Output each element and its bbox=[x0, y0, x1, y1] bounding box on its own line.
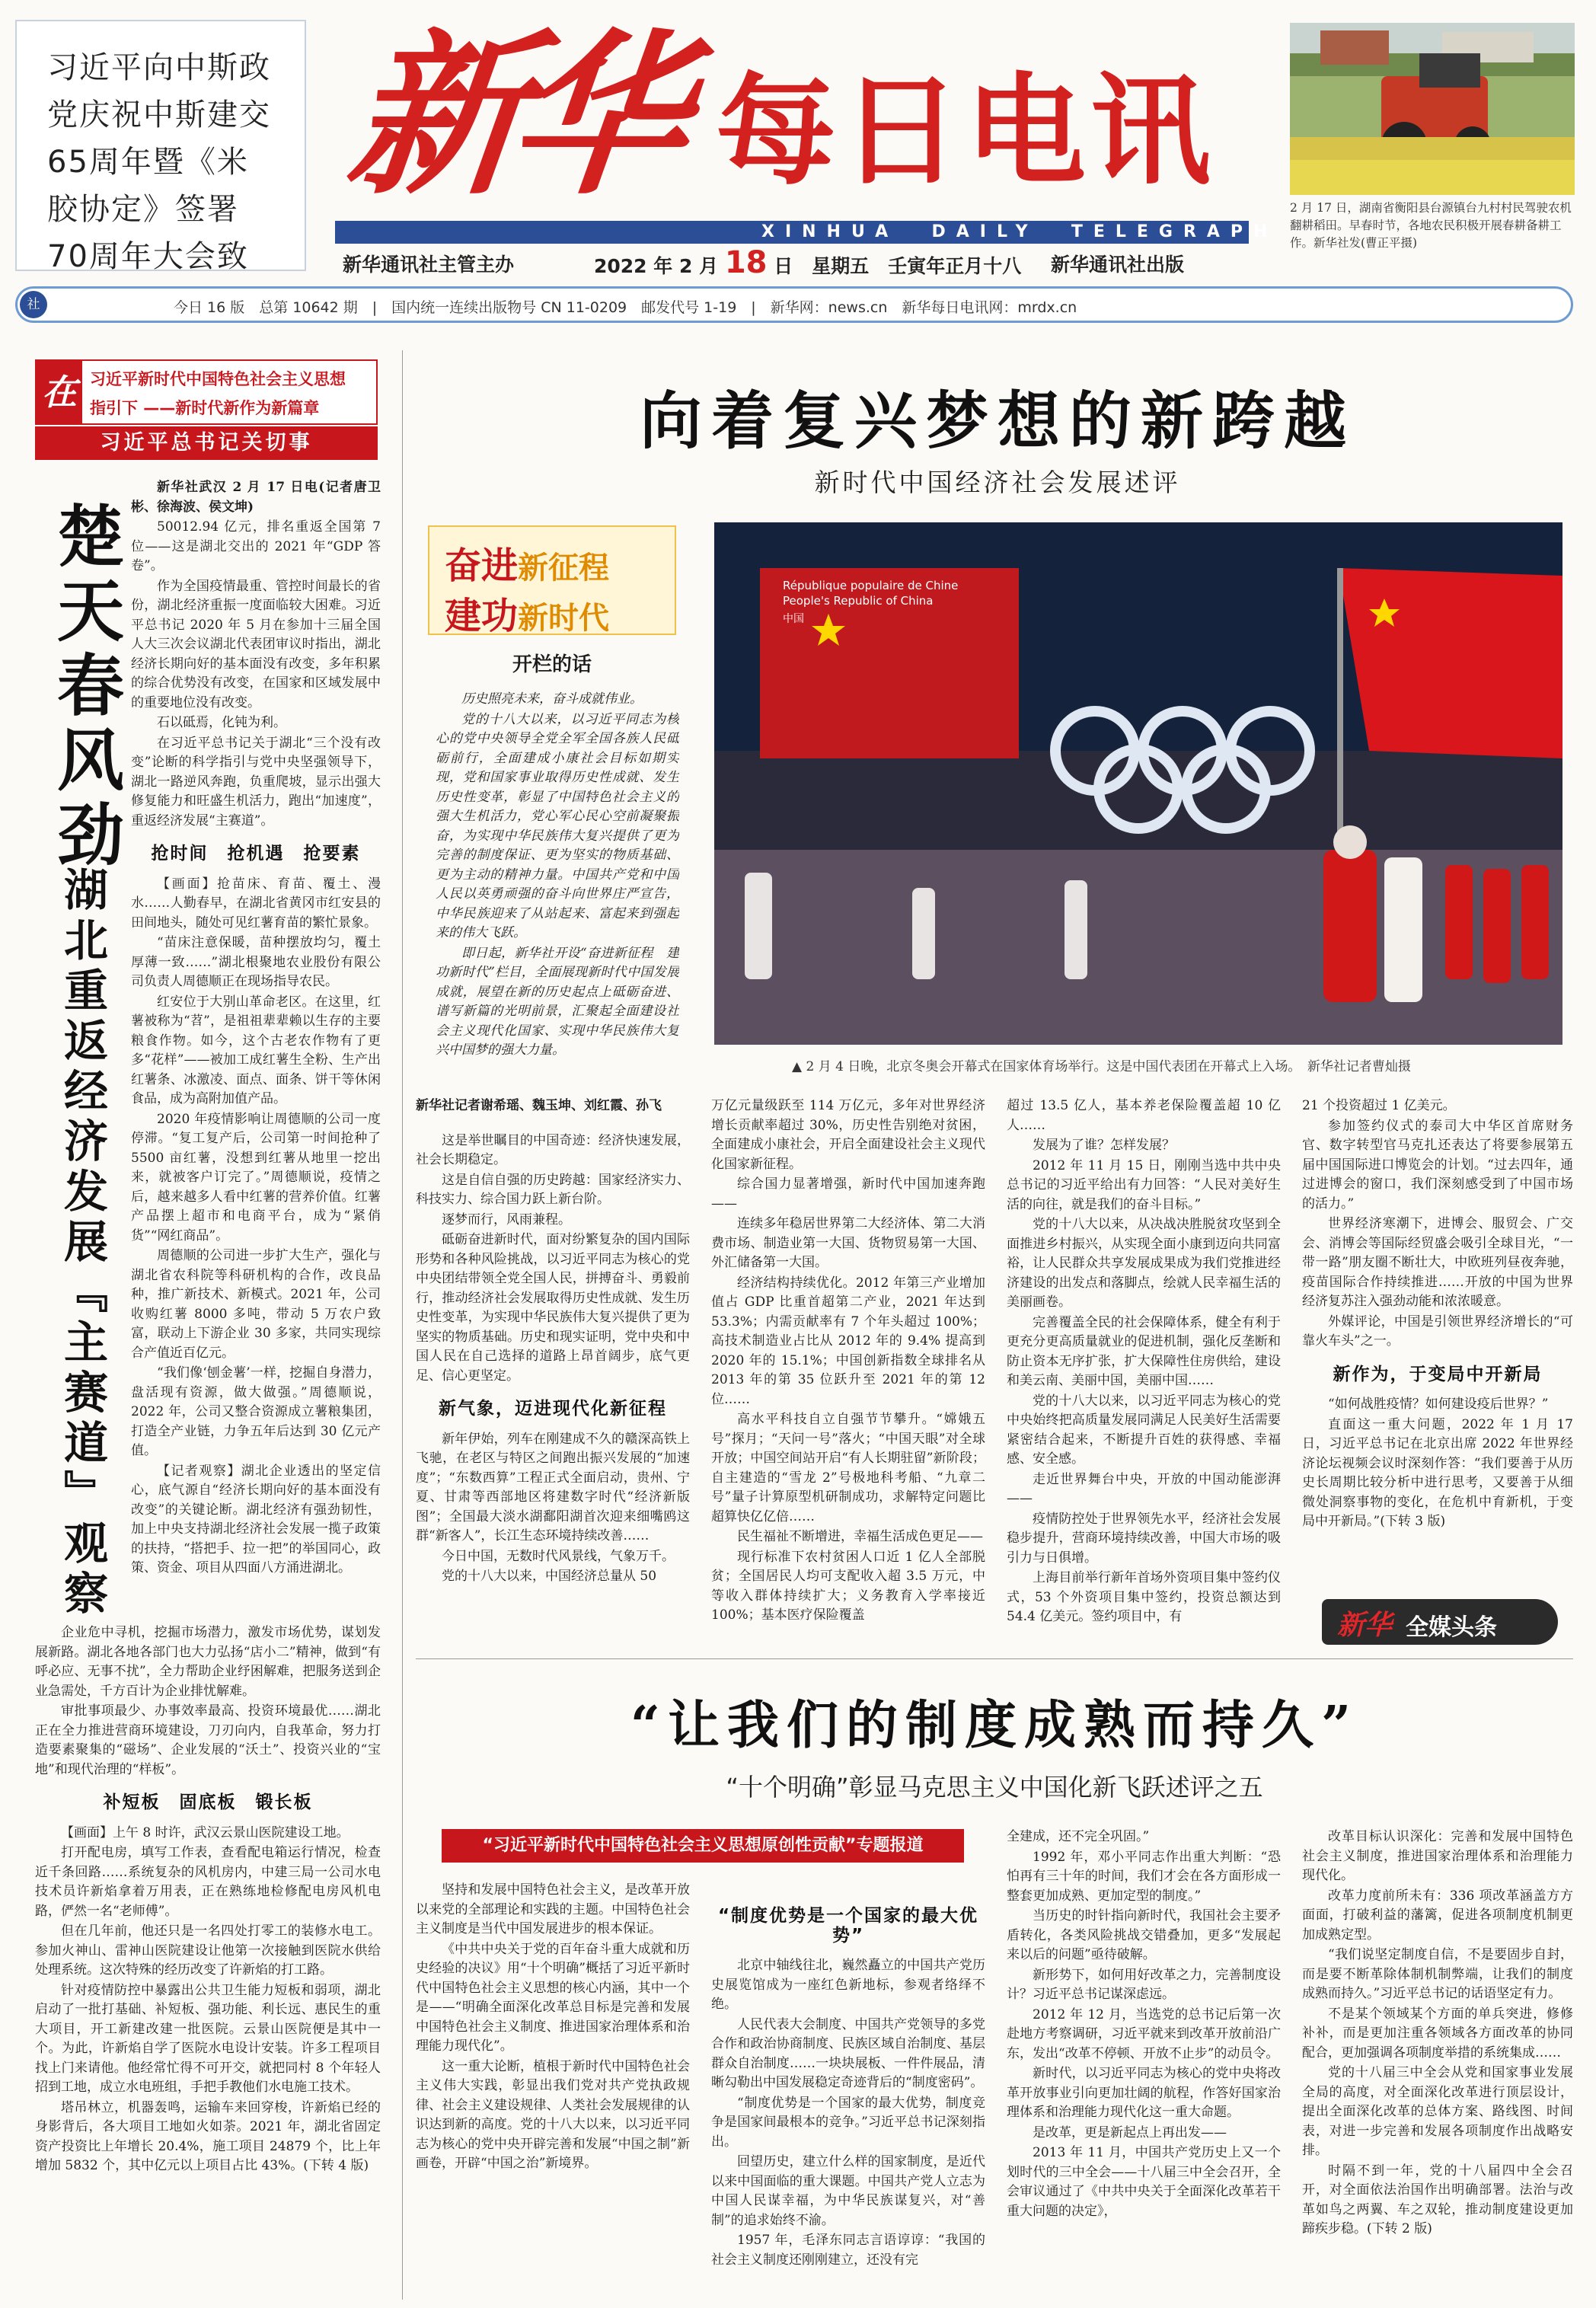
para: 疫情防控处于世界领先水平，经济社会发展稳步提升，营商环境持续改善，中国大市场的吸引力与日俱增。 bbox=[1007, 1511, 1281, 1566]
para: 党的十八届三中全会从党和国家事业发展全局的高度，对全面深化改革进行顶层设计，提出全面深化改革的总体方案、路线图、时间表，对进一步完善和发展各项制度作出战略安排。 bbox=[1302, 2065, 1573, 2158]
para: 直面这一重大问题，2022 年 1 月 17 日，习近平总书记在北京出席 2022 年世界经济论坛视频会议时深刻作答：“我们要善于从历史长周期比较分析中进行思考，又要善于从细微处洞察事物的变化，在危机中育新机，于变局中开新局。”(下转 3 版) bbox=[1302, 1416, 1573, 1529]
para: 1957 年，毛泽东同志言语谆谆：“我国的社会主义制度还刚刚建立，还没有完 bbox=[711, 2233, 985, 2268]
para: 不是某个领域某个方面的单兵突进，修修补补，而是更加注重各领域各方面改革的协同配合，更加强调各项制度举措的系统集成…… bbox=[1302, 2006, 1573, 2061]
para: 综合国力显著增强，新时代中国加速奔跑—— bbox=[711, 1176, 985, 1211]
logo-part: 建功 bbox=[445, 595, 519, 637]
bottom-title[interactable]: “让我们的制度成熟而持久” bbox=[630, 1695, 1359, 1756]
date-suffix: 日 星期五 壬寅年正月十八 bbox=[774, 255, 1022, 277]
para: 发展为了谁？怎样发展？ bbox=[1033, 1138, 1175, 1153]
para: 【画面】上午 8 时许，武汉云景山医院建设工地。 bbox=[61, 1824, 350, 1840]
para: 2012 年 11 月 15 日，刚刚当选中共中央总书记的习近平给出有力回答：“人民对美好生活的向往，就是我们的奋斗目标。” bbox=[1007, 1157, 1281, 1212]
para: 走近世界舞台中央，开放的中国动能澎湃—— bbox=[1007, 1471, 1281, 1506]
column-logo bbox=[428, 525, 676, 635]
para: 即日起，新华社开设“奋进新征程 建功新时代”栏目，全面展现新时代中国发展成就，展望在新的历史起点上砥砺奋进、谱写新篇的光明前景，汇聚起全面建设社会主义现代化国家、实现中华民族伟大复兴中国梦的强大力量。 bbox=[436, 945, 679, 1058]
para: 《中共中央关于党的百年奋斗重大成就和历史经验的决议》用“十个明确”概括了习近平新时代中国特色社会主义思想的核心内涵，其中一个是——“明确全面深化改革总目标是完善和发展中国特色社会主义制度、推进国家治理体系和治理能力现代化”。 bbox=[416, 1941, 690, 2054]
para: 塔吊林立，机器轰鸣，运输车来回穿梭，许新焰已经的身影背后，各大项目工地如火如荼。2021 年，湖北省固定资产投资比上年增长 20.4%，施工项目 24879 个，比上年增加 5832 个，其中亿元以上项目占比 43%。(下转 4 版) bbox=[35, 2099, 381, 2173]
left-title-a[interactable]: 楚天春风劲 bbox=[46, 501, 126, 874]
para: 北京中轴线往北，巍然矗立的中国共产党历史展览馆成为一座红色新地标，参观者络绎不绝。 bbox=[711, 1958, 985, 2012]
header-photo[interactable] bbox=[1290, 23, 1575, 195]
left-story-title[interactable] bbox=[38, 501, 126, 1628]
bottom-subtitle: “十个明确”彰显马克思主义中国化新飞跃述评之五 bbox=[726, 1773, 1263, 1802]
left-title-b[interactable]: 湖北重返经济发展『主赛道』观察 bbox=[56, 867, 108, 1620]
para: 砥砺奋进新时代，面对纷繁复杂的国内国际形势和各种风险挑战，以习近平同志为核心的党中央团结带领全党全国人民，拼搏奋斗、勇毅前行，推动经济社会发展取得历史性成就、发生历史性变革，为实现中华民族伟大复兴提供了更为坚实的物质基础。历史和现实证明，党中央和中国人民在自己选择的道路上昂首阔步，底气更足、信心更坚定。 bbox=[416, 1232, 690, 1384]
left-story-col-narrow bbox=[131, 478, 381, 1613]
media-badge-logo: 新华 bbox=[1337, 1609, 1393, 1641]
para: 全建成，还不完全巩固。” bbox=[1007, 1829, 1150, 1844]
media-badge-label: 全媒头条 bbox=[1406, 1614, 1497, 1641]
para: 经济结构持续优化。2012 年第三产业增加值占 GDP 比重首超第二产业，2021 年达到 53.3%；内需贡献率有 7 个年头超过 100%；高技术制造业占比从 2012 年的 9.4% 提高到 2020 年的 15.1%；中国创新指数全球排名从 2013 年的第 35 位跃升至 2021 年的第 12 位…… bbox=[711, 1275, 985, 1407]
para: 针对疫情防控中暴露出公共卫生能力短板和弱项，湖北启动了一批打基础、补短板、强功能、利长远、惠民生的重大项目，开工新建改建一批医院。云景山医院便是其中一个。为此，许新焰自学了医院水电设计安装。许多工程项目找上门来请他。他经常忙得不可开交，就把同村 8 个年轻人招到工地，成立水电班组，手把手教他们水电施工技术。 bbox=[35, 1982, 381, 2095]
editor-note bbox=[436, 690, 679, 1093]
bottom-col-4 bbox=[1302, 1828, 1573, 2300]
para: 50012.94 亿元，排名重返全国第 7 位——这是湖北交出的 2021 年“GDP 答卷”。 bbox=[131, 519, 381, 573]
para: 高水平科技自立自强节节攀升。“嫦娥五号”探月；“天问一号”落火；“中国天眼”对全球开放；中国空间站开启“有人长期驻留”新阶段；自主建造的“雪龙 2”号极地科考船、“九章二号”量子计算原型机研制成功，求解特定问题比超算快亿亿倍…… bbox=[711, 1412, 985, 1524]
para: 在习近平总书记关于湖北“三个没有改变”论断的科学指引与党中央坚强领导下，湖北一路逆风奔跑，负重爬坡，显示出强大修复能力和旺盛生机活力，跑出“加速度”，重返经济发展“主赛道”。 bbox=[131, 735, 381, 828]
bottom-col-3 bbox=[1007, 1828, 1281, 2300]
left-subhead-1: 抢时间 抢机遇 抢要素 bbox=[151, 844, 361, 864]
para: 审批事项最少、办事效率最高、投资环境最优……湖北正在全力推进营商环境建设，刀刃向内，自我革命，努力打造要素聚集的“磁场”、企业发展的“沃土”、投资兴业的“宝地”和现代治理的“样板”。 bbox=[35, 1703, 381, 1777]
main-title[interactable]: 向着复兴梦想的新跨越 bbox=[639, 385, 1355, 458]
left-subhead-2: 补短板 固底板 锻长板 bbox=[103, 1792, 313, 1812]
para: 2013 年 11 月，中国共产党历史上又一个划时代的三中全会——十八届三中全会召开，全会审议通过了《中共中央关于全面深化改革若干重大问题的决定》， bbox=[1007, 2145, 1281, 2219]
masthead-logo: 新华 bbox=[339, 13, 685, 219]
para: 改革目标认识深化：完善和发展中国特色社会主义制度，推进国家治理体系和治理能力现代化。 bbox=[1302, 1829, 1573, 1883]
info-bar-text: 今日 16 版 总第 10642 期 | 国内统一连续出版物号 CN 11-0209 邮发代号 1-19 | 新华网：news.cn 新华每日电讯网：mrdx.cn bbox=[174, 299, 1077, 316]
para: 今日中国，无数时代风景线，气象万千。 bbox=[442, 1548, 675, 1564]
para: 现行标准下农村贫困人口近 1 亿人全部脱贫；全国居民人均可支配收入超 3.5 万元，中等收入群体持续扩大；义务教育入学率接近 100%；基本医疗保险覆盖 bbox=[711, 1549, 985, 1623]
kaipian-heading: 开栏的话 bbox=[512, 653, 592, 676]
para: 新形势下，如何用好改革之力，完善制度设计？习近平总书记谋深虑远。 bbox=[1007, 1967, 1281, 2002]
para: 是改革，更是新起点上再出发—— bbox=[1033, 2124, 1227, 2140]
para: “制度优势是一个国家的最大优势，制度竞争是国家间最根本的竞争。”习近平总书记深刻指出。 bbox=[711, 2095, 985, 2150]
main-byline: 新华社记者谢希瑶、魏玉坤、刘红霞、孙飞 bbox=[416, 1098, 662, 1113]
para: 这是举世瞩目的中国奇迹：经济快速发展，社会长期稳定。 bbox=[416, 1132, 690, 1167]
para: 【记者观察】湖北企业透出的坚定信心，底气源自“经济长期向好的基本面没有改变”的关键论断。湖北经济有强劲韧性，加上中央支持湖北经济社会发展一揽子政策的扶持，“搭把手、拉一把”的举国同心，政策、资金、项目从四面八方涌进湖北。 bbox=[131, 1463, 381, 1575]
banner-line1: 习近平新时代中国特色社会主义思想 bbox=[90, 370, 346, 388]
para: “我们像‘刨金薯’一样，挖掘自身潜力，盘活现有资源，做大做强。”周德顺说，2022 年，公司又整合资源成立薯粮集团，打造全产业链，力争五年后达到 30 亿元产值。 bbox=[131, 1365, 381, 1458]
para: 新时代，以习近平同志为核心的党中央将改革开放事业引向更加壮阔的航程，作答好国家治理体系和治理能力现代化这一重大命题。 bbox=[1007, 2066, 1281, 2120]
para: “我们说坚定制度自信，不是要固步自封，而是要不断革除体制机制弊端，让我们的制度成熟而持久。”习近平总书记的话语坚定有力。 bbox=[1302, 1947, 1573, 2001]
para: 新年伊始，列车在刚建成不久的赣深高铁上飞驰，在老区与特区之间跑出振兴发展的“加速度”；“东数西算”工程正式全面启动，贵州、宁夏、甘肃等西部地区将建数字时代“经济新版图”；全国最大淡水湖鄱阳湖首次迎来细嘴鸥这群“新客人”，长江生态环境持续改善…… bbox=[416, 1431, 690, 1543]
para: 万亿元量级跃至 114 万亿元，多年对世界经济增长贡献率超过 30%，历史性告别绝对贫困，全面建成小康社会，开启全面建设社会主义现代化国家新征程。 bbox=[711, 1098, 985, 1172]
para: 这一重大论断，植根于新时代中国特色社会主义伟大实践，彰显出我们党对共产党执政规律、社会主义建设规律、人类社会发展规律的认识达到新的高度。党的十八大以来，以习近平同志为核心的党中央开辟完善和发展“中国之制”新画卷，开辟“中国之治”新境界。 bbox=[416, 2058, 690, 2171]
banner-line2: 指引下 ——新时代新作为新篇章 bbox=[90, 399, 320, 417]
banner-subtitle: 习近平总书记关切事 bbox=[35, 426, 378, 460]
side-headline[interactable]: 习近平向中斯政党庆祝中斯建交65周年暨《米胶协定》签署70周年大会致 bbox=[47, 50, 271, 274]
main-photo-caption: ▲ 2 月 4 日晚，北京冬奥会开幕式在国家体育场举行。这是中国代表团在开幕式上入场。 新华社记者曹灿摄 bbox=[792, 1059, 1411, 1074]
para: 历史照亮未来，奋斗成就伟业。 bbox=[461, 691, 643, 707]
header-photo-caption: 2 月 17 日，湖南省衡阳县台源镇台九村村民驾驶农机翻耕稻田。早春时节，各地农民积极开展春耕备耕工作。新华社发(曹正平摄) bbox=[1290, 201, 1572, 250]
left-byline: 新华社武汉 2 月 17 日电(记者唐卫彬、徐海波、侯文坤) bbox=[131, 480, 381, 515]
para: 2020 年疫情影响让周德顺的公司一度停滞。“复工复产后，公司第一时间抢种了 5500 亩红薯，没想到红薯从地里一挖出来，就被客户订完了。”周德顺说，疫情之后，越来越多人看中红薯的营养价值。红薯产品摆上超市和电商平台，成为“紧俏货”“网红商品”。 bbox=[131, 1111, 381, 1243]
para: 党的十八大以来，以习近平同志为核心的党中央始终把高质量发展同满足人民美好生活需要紧密结合起来，不断提升百姓的获得感、幸福感、安全感。 bbox=[1007, 1393, 1281, 1467]
logo-part: 新时代 bbox=[518, 601, 610, 636]
main-subtitle: 新时代中国经济社会发展述评 bbox=[814, 468, 1181, 497]
photo-sign-fr: République populaire de Chine bbox=[783, 579, 959, 592]
para: 党的十八大以来，中国经济总量从 50 bbox=[442, 1569, 657, 1584]
series-label: “习近平新时代中国特色社会主义思想原创性贡献”专题报道 bbox=[442, 1829, 964, 1863]
bottom-divider bbox=[416, 1658, 1573, 1659]
left-story-col-wide bbox=[35, 1623, 381, 2294]
para: 回望历史，建立什么样的国家制度，是近代以来中国面临的重大课题。中国共产党人立志为中国人民谋幸福，为中华民族谋复兴，对“善制”的追求始终不渝。 bbox=[711, 2154, 985, 2228]
para: 这是自信自强的历史跨越：国家经济实力、科技实力、综合国力跃上新台阶。 bbox=[416, 1172, 690, 1207]
banner-char: 在 bbox=[37, 361, 82, 423]
para: 党的十八大以来，从决战决胜脱贫攻坚到全面推进乡村振兴，从实现全面小康到迈向共同富裕，让人民群众共享发展成果成为我们党推进经济建设的出发点和落脚点，绘就人民幸福生活的美丽画卷。 bbox=[1007, 1217, 1281, 1310]
photo-sign-cn: 中国 bbox=[783, 613, 804, 625]
masthead-host: 新华通讯社主管主办 bbox=[343, 254, 515, 276]
main-col-2 bbox=[711, 1097, 985, 1630]
para: 当历史的时针指向新时代，我国社会主要矛盾转化，各类风险挑战交错叠加，更多“发展起来以后的问题”亟待破解。 bbox=[1007, 1908, 1281, 1962]
main-col-4 bbox=[1302, 1097, 1573, 1576]
logo-part: 新征程 bbox=[518, 551, 610, 586]
para: 世界经济寒潮下，进博会、服贸会、广交会、消博会等国际经贸盛会吸引全球目光，“一带一路”朋友圈不断壮大，中欧班列昼夜奔驰，疫苗国际合作持续推进……开放的中国为世界经济复苏注入强劲动能和浓浓暖意。 bbox=[1302, 1216, 1573, 1309]
para: 逐梦而行，风雨兼程。 bbox=[442, 1211, 571, 1227]
left-story-banner bbox=[35, 359, 378, 425]
para: 党的十八大以来，以习近平同志为核心的党中央领导全党全军全国各族人民砥砺前行，全面建成小康社会目标如期实现，党和国家事业取得历史性成就、发生历史性变革，彰显了中国特色社会主义的强大生机活力，党心军心民心空前凝聚振奋，为实现中华民族伟大复兴提供了更为完善的制度保证、更为坚实的物质基础、更为主动的精神力量。中国共产党和中国人民以英勇顽强的奋斗向世界庄严宣告，中华民族迎来了从站起来、富起来到强起来的伟大飞跃。 bbox=[436, 711, 679, 940]
logo-part: 奋进 bbox=[445, 544, 519, 587]
para: 连续多年稳居世界第二大经济体、第二大消费市场、制造业第一大国、货物贸易第一大国、外汇储备第一大国。 bbox=[711, 1216, 985, 1270]
para: 【画面】抢苗床、育苗、覆土、漫水……人勤春早，在湖北省黄冈市红安县的田间地头，随处可见红薯育苗的繁忙景象。 bbox=[131, 876, 381, 931]
main-col-3 bbox=[1007, 1097, 1281, 1630]
date-day: 18 bbox=[724, 245, 768, 280]
column-logo-line2 bbox=[445, 586, 609, 639]
para: 1992 年，邓小平同志作出重大判断：“恐怕再有三十年的时间，我们才会在各方面形成一整套更加成熟、更加定型的制度。” bbox=[1007, 1849, 1281, 1904]
para: 上海目前举行新年首场外资项目集中签约仪式，53 个外资项目集中签约，投资总额达到 54.4 亿美元。签约项目中，有 bbox=[1007, 1570, 1281, 1624]
para: 参加签约仪式的泰司大中华区首席财务官、数字转型官马克扎还表达了将要参展第五届中国国际进口博览会的计划。“过去四年，通过进博会的窗口，我们深刻感受到了中国市场的活力。” bbox=[1302, 1118, 1573, 1211]
para: 坚持和发展中国特色社会主义，是改革开放以来党的全部理论和实践的主题。中国特色社会主义制度是当代中国发展进步的根本保证。 bbox=[416, 1882, 690, 1936]
column-logo-line1 bbox=[445, 536, 609, 589]
bottom-col-2 bbox=[711, 1881, 985, 2300]
para: 时隔不到一年，党的十八届四中全会召开，对全面依法治国作出明确部署。法治与改革如鸟之两翼、车之双轮，推动制度建设更加蹄疾步稳。(下转 2 版) bbox=[1302, 2163, 1573, 2236]
para: 红安位于大别山革命老区。在这里，红薯被称为“苕”，是祖祖辈辈赖以生存的主要粮食作物。如今，这个古老农作物有了更多“花样”——被加工成红薯生全粉、生产出红薯条、冰激凌、面点、面条、饼干等休闲食品，成为高附加值产品。 bbox=[131, 994, 381, 1106]
para: 作为全国疫情最重、管控时间最长的省份，湖北经济重振一度面临较大困难。习近平总书记 2020 年 5 月在参加十三届全国人大三次会议湖北代表团审议时指出，湖北经济长期向好的基本面没有改变，多年积累的综合优势没有改变，在国家和区域发展中的重要地位没有改变。 bbox=[131, 578, 381, 710]
main-subhead-1: 新气象，迈进现代化新征程 bbox=[439, 1399, 667, 1419]
side-headline-box[interactable] bbox=[15, 20, 306, 274]
para: 打开配电房，填写工作表，查看配电箱运行情况，检查近千条回路……系统复杂的风机房内，中建三局一公司水电技术员许新焰拿着万用表，正在熟练地检修配电房风机电路，俨然一名“老师傅”。 bbox=[35, 1845, 381, 1919]
bottom-col-1 bbox=[416, 1881, 690, 2300]
para: 石以砥焉，化钝为利。 bbox=[157, 715, 286, 730]
seal-char: 社 bbox=[27, 297, 40, 312]
masthead bbox=[335, 13, 1279, 280]
para: 2012 年 12 月，当选党的总书记后第一次赴地方考察调研，习近平就来到改革开放前沿广东，发出“改革不停顿、开放不止步”的动员令。 bbox=[1007, 2006, 1281, 2061]
masthead-publisher: 新华通讯社出版 bbox=[1051, 254, 1185, 276]
photo-sign-en: People's Republic of China bbox=[783, 594, 934, 608]
para: 完善覆盖全民的社会保障体系，健全有利于更充分更高质量就业的促进机制，强化反垄断和防止资本无序扩张，扩大保障性住房供给，建设和美云南、美丽中国，美丽中国…… bbox=[1007, 1314, 1281, 1388]
para: 周德顺的公司进一步扩大生产，强化与湖北省农科院等科研机构的合作，改良品种，推广新技术、新模式。2021 年，公司收购红薯 8000 多吨，带动 5 万农户致富，联动上下游企业 30 多家，共同实现综合产值近百亿元。 bbox=[131, 1248, 381, 1361]
para: 超过 13.5 亿人，基本养老保险覆盖超 10 亿人…… bbox=[1007, 1098, 1281, 1133]
para: 人民代表大会制度、中国共产党领导的多党合作和政治协商制度、民族区域自治制度、基层群众自治制度……一块块展板、一件件展品，清晰勾勒出中国发展稳定奇迹背后的“制度密码”。 bbox=[711, 2016, 985, 2090]
para: 但在几年前，他还只是一名四处打零工的装修水电工。参加火神山、雷神山医院建设让他第一次接触到医院水供给处理系统。这次特殊的经历改变了许新焰的打工路。 bbox=[35, 1923, 381, 1978]
para: 民生福祉不断增进，幸福生活成色更足—— bbox=[737, 1529, 983, 1544]
masthead-title: 每日电讯 bbox=[716, 62, 1215, 202]
masthead-english: XINHUA DAILY TELEGRAPH bbox=[761, 222, 1278, 241]
para: 改革力度前所未有：336 项改革涵盖方方面面，打破利益的藩篱，促进各项制度机制更加成熟定型。 bbox=[1302, 1888, 1573, 1942]
media-badge[interactable] bbox=[1322, 1599, 1558, 1645]
column-divider bbox=[402, 350, 403, 2300]
masthead-date bbox=[594, 245, 1021, 280]
date-prefix: 2022 年 2 月 bbox=[594, 255, 719, 277]
main-photo[interactable] bbox=[714, 522, 1562, 1045]
farm-photo-image bbox=[1290, 23, 1575, 195]
para: 21 个投资超过 1 亿美元。 bbox=[1302, 1098, 1456, 1113]
para: 外媒评论，中国是引领世界经济增长的“可靠火车头”之一。 bbox=[1302, 1314, 1573, 1349]
para: “苗床注意保暖，苗种摆放均匀，覆土厚薄一致……”湖北根聚地农业股份有限公司负责人周德顺正在现场指导农民。 bbox=[131, 935, 381, 989]
para: 企业危中寻机，挖掘市场潜力，激发市场优势，谋划发展新路。湖北各地各部门也大力弘扬“店小二”精神，做到“有呼必应、无事不扰”，全力帮助企业纾困解难，把服务送到企业急需处，千方百计为企业排忧解难。 bbox=[35, 1625, 381, 1699]
para: “如何战胜疫情？如何建设疫后世界？” bbox=[1328, 1397, 1549, 1412]
xinhua-seal-icon bbox=[20, 291, 47, 318]
main-subhead-2: 新作为，于变局中开新局 bbox=[1333, 1364, 1543, 1384]
main-col-1 bbox=[416, 1097, 690, 1630]
bottom-subhead: “制度优势是一个国家的最大优势” bbox=[717, 1906, 979, 1946]
